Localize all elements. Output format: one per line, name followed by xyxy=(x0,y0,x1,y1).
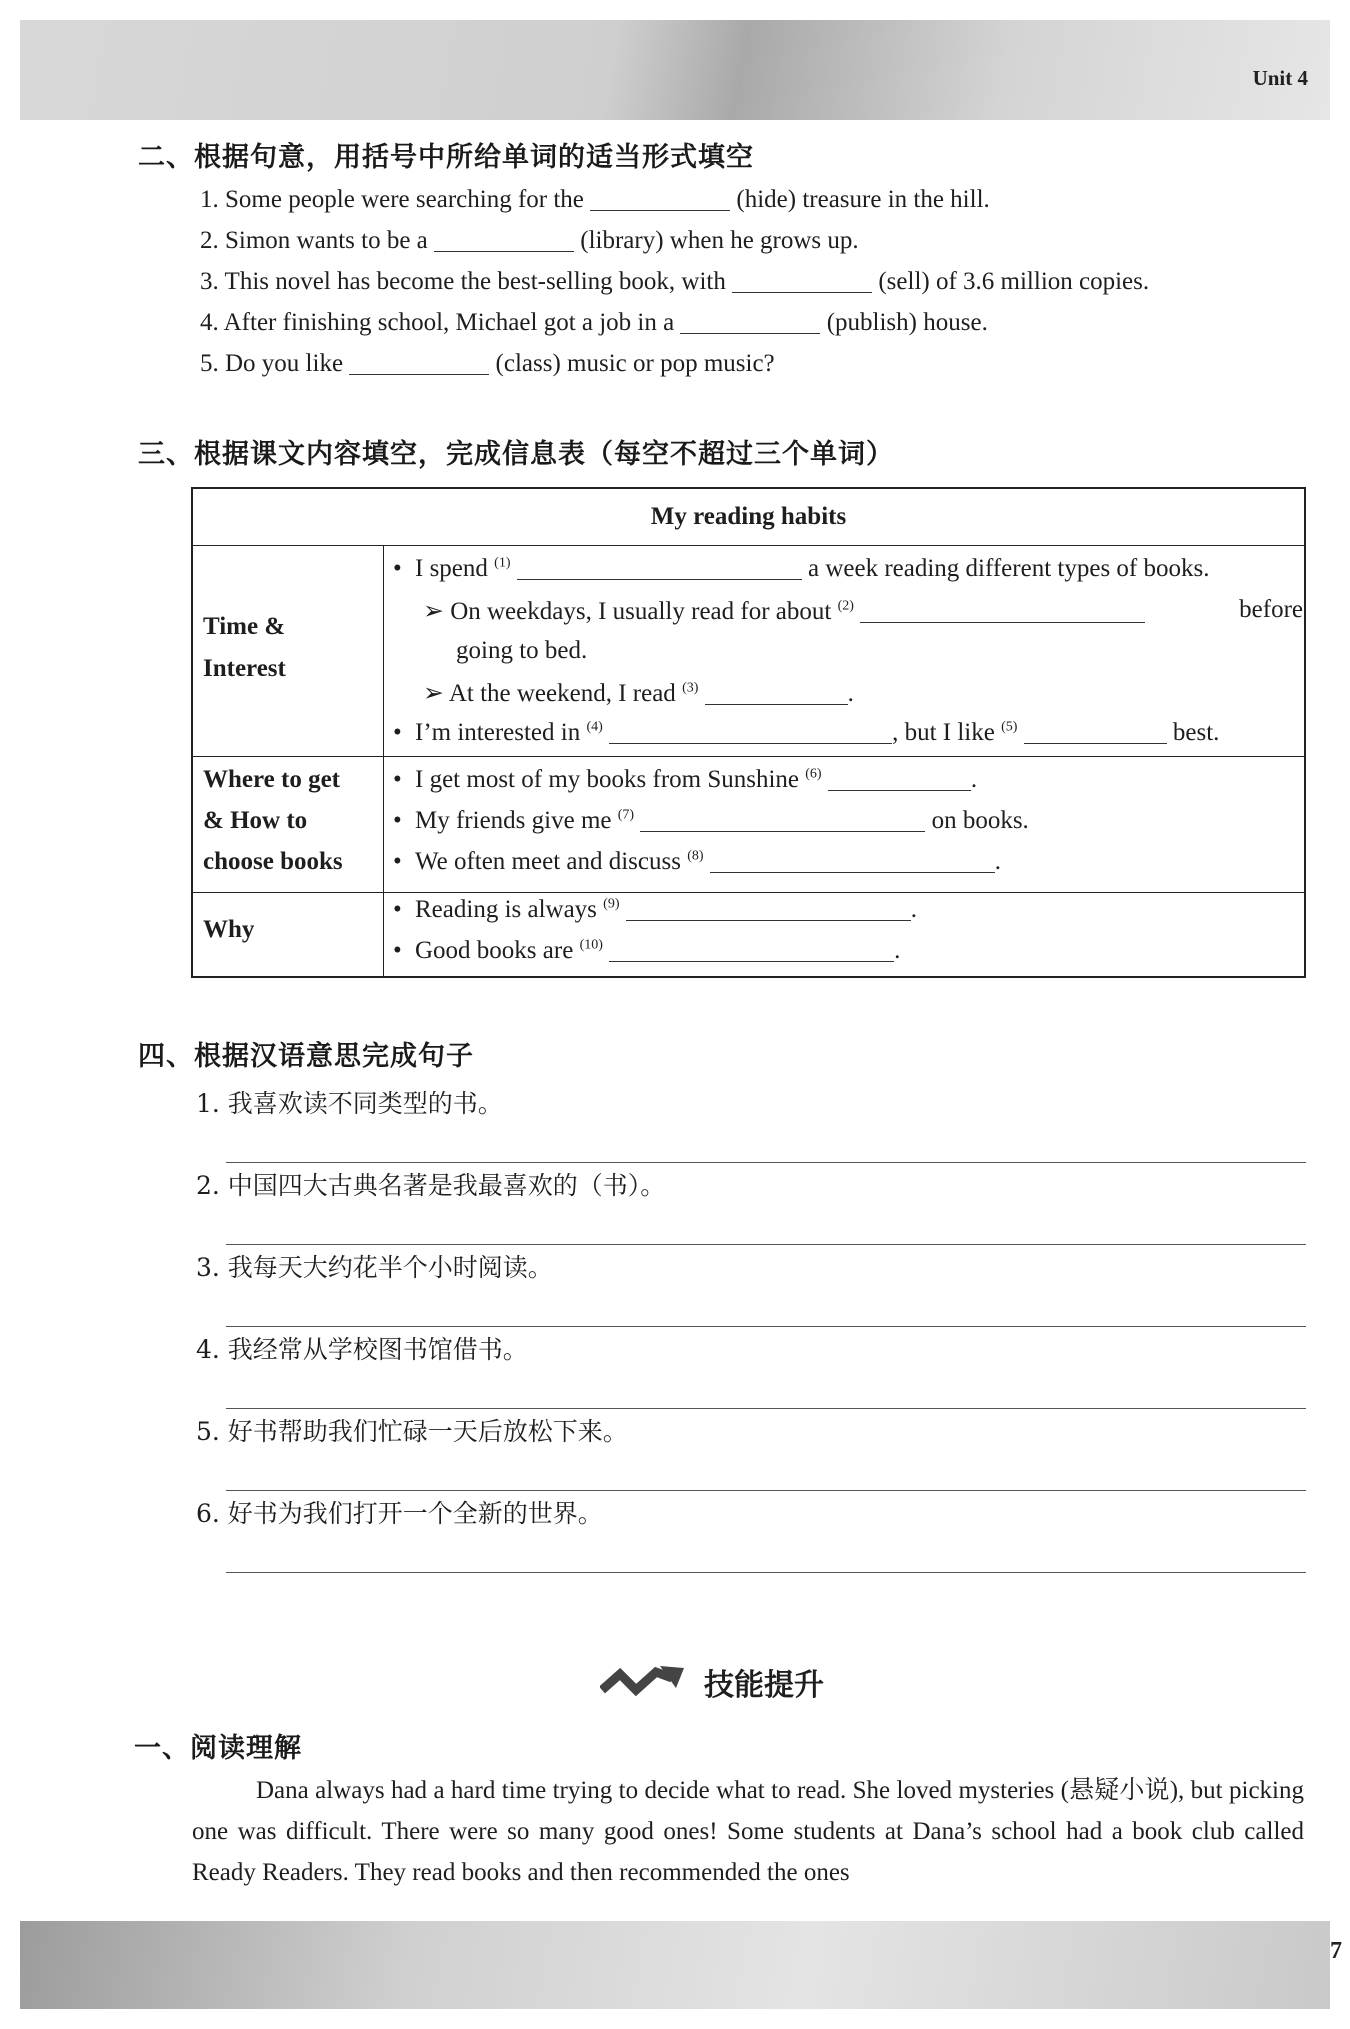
row-label: Time & Interest xyxy=(193,545,384,756)
s2-item-2: 2. Simon wants to be a (library) when he grows up. xyxy=(200,227,859,254)
translation-item: 2. 中国四大古典名著是我最喜欢的（书）。 xyxy=(196,1171,666,1200)
table-row xyxy=(193,545,1304,757)
row-label: Where to get & How to choose books xyxy=(193,756,384,892)
translation-item: 4. 我经常从学校图书馆借书。 xyxy=(196,1335,528,1364)
answer-blank[interactable] xyxy=(680,311,820,334)
answer-blank[interactable] xyxy=(517,557,802,580)
row-label: Why xyxy=(193,892,384,976)
answer-line[interactable] xyxy=(226,1490,1306,1491)
answer-line[interactable] xyxy=(226,1326,1306,1327)
list-item: • My friends give me $^{(7)}$ on books. xyxy=(393,807,1029,834)
section3-title: 三、根据课文内容填空，完成信息表（每空不超过三个单词） xyxy=(138,439,894,470)
answer-blank[interactable] xyxy=(732,270,872,293)
arrow-icon: ➢ xyxy=(423,680,444,707)
answer-line[interactable] xyxy=(226,1244,1306,1245)
list-item: • I get most of my books from Sunshine $^{(6)}$ . xyxy=(393,766,978,793)
answer-blank[interactable] xyxy=(1024,721,1167,744)
bullet-icon: • xyxy=(393,848,402,875)
answer-line[interactable] xyxy=(226,1572,1306,1573)
list-item: • I’m interested in $^{(4)}$ , but I like $^{(5)}$ best. xyxy=(393,719,1220,746)
list-item: • Good books are $^{(10)}$ . xyxy=(393,937,901,964)
translation-item: 5. 好书帮助我们忙碌一天后放松下来。 xyxy=(196,1417,628,1446)
answer-line[interactable] xyxy=(226,1162,1306,1163)
table-row xyxy=(193,892,1304,976)
bullet-icon: • xyxy=(393,555,402,582)
s2-item-3: 3. This novel has become the best-selling book, with (sell) of 3.6 million copies. xyxy=(200,268,1150,295)
row-content xyxy=(393,756,1304,892)
list-item: ➢ On weekdays, I usually read for about $^{(2)}$ before xyxy=(423,596,1303,625)
answer-line[interactable] xyxy=(226,1408,1306,1409)
footer-band xyxy=(20,1921,1330,2009)
bullet-icon: • xyxy=(393,896,402,923)
unit-label: Unit 4 xyxy=(1252,66,1308,90)
reading-paragraph: Dana always had a hard time trying to decide what to read. She loved mysteries (悬疑小说), but picking one was difficult. There were so many good ones! Some students at Dana’s school had a book club called Ready Readers. They read books and then recommended the ones xyxy=(192,1777,1304,1886)
bullet-icon: • xyxy=(393,807,402,834)
row-content xyxy=(393,545,1304,756)
answer-blank[interactable] xyxy=(349,352,489,375)
s2-item-5: 5. Do you like (class) music or pop music? xyxy=(200,350,775,377)
section2-title: 二、根据句意，用括号中所给单词的适当形式填空 xyxy=(138,142,754,173)
list-item: • I spend $^{(1)}$ a week reading different types of books. xyxy=(393,555,1210,582)
table-row xyxy=(193,756,1304,893)
page-number: 7 xyxy=(1330,1938,1342,1964)
translation-item: 1. 我喜欢读不同类型的书。 xyxy=(196,1089,503,1118)
table-title: My reading habits xyxy=(193,489,1304,546)
bullet-icon: • xyxy=(393,937,402,964)
arrow-icon: ➢ xyxy=(423,598,444,625)
list-item: ➢ At the weekend, I read $^{(3)}$ . xyxy=(423,680,854,707)
answer-blank[interactable] xyxy=(828,768,971,791)
list-item: • Reading is always $^{(9)}$ . xyxy=(393,896,917,923)
answer-blank[interactable] xyxy=(860,600,1145,623)
s2-item-4: 4. After finishing school, Michael got a job in a (publish) house. xyxy=(200,309,988,336)
answer-blank[interactable] xyxy=(640,809,925,832)
list-item-continued: going to bed. xyxy=(456,637,588,664)
list-item: • We often meet and discuss $^{(8)}$ . xyxy=(393,848,1002,875)
reading-habits-table xyxy=(191,487,1306,978)
row-content xyxy=(393,892,1304,976)
section4-title: 四、根据汉语意思完成句子 xyxy=(138,1041,474,1072)
bullet-icon: • xyxy=(393,766,402,793)
answer-blank[interactable] xyxy=(626,898,911,921)
translation-item: 6. 好书为我们打开一个全新的世界。 xyxy=(196,1499,603,1528)
header-band xyxy=(20,20,1330,120)
s2-item-1: 1. Some people were searching for the (hide) treasure in the hill. xyxy=(200,186,990,213)
answer-blank[interactable] xyxy=(710,850,995,873)
translation-item: 3. 我每天大约花半个小时阅读。 xyxy=(196,1253,553,1282)
skills-title: 技能提升 xyxy=(704,1668,824,1703)
answer-blank[interactable] xyxy=(609,939,894,962)
answer-blank[interactable] xyxy=(590,188,730,211)
trend-arrow-icon xyxy=(600,1662,686,1702)
bullet-icon: • xyxy=(393,719,402,746)
answer-blank[interactable] xyxy=(609,721,892,744)
answer-blank[interactable] xyxy=(434,229,574,252)
reading-title: 一、阅读理解 xyxy=(134,1733,302,1764)
answer-blank[interactable] xyxy=(705,682,848,705)
